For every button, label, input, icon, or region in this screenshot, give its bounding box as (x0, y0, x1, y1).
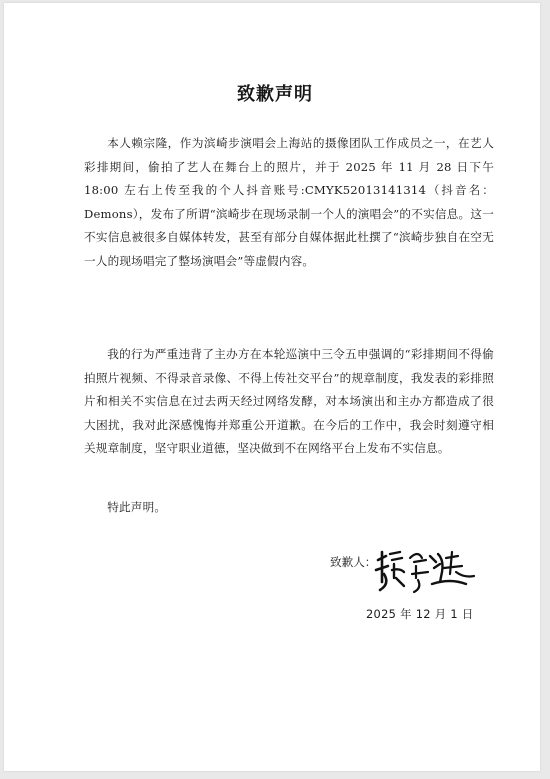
signature-block (330, 538, 490, 598)
paragraph-2: 我的行为严重违背了主办方在本轮巡演中三令五申强调的“彩排期间不得偷拍照片视频、不得录音录像、不得上传社交平台”的规章制度，我发表的彩排照片和相关不实信息在过去两天经过网络发酵，对本场演出和主办方都造成了很大困扰，我对此深感愧悔并郑重公开道歉。在今后的工作中，我会时刻遵守相关规章制度，坚守职业道德，坚决做到不在网络平台上发布不实信息。 (84, 347, 494, 455)
statement-date: 2025 年 12 月 1 日 (366, 607, 474, 621)
paragraph-1: 本人赖宗隆，作为滨崎步演唱会上海站的摄像团队工作成员之一，在艺人彩排期间，偷拍了艺人在舞台上的照片，并于 2025 年 11 月 28 日下午 18:00 左右上传至我的个人抖音账号:CMYK52013141314（抖音名：Demons），发布了所谓“滨崎步在现场录制一个人的演唱会”的不实信息。这一不实信息被很多自媒体转发，甚至有部分自媒体据此杜撰了“滨崎步独自在空无一人的现场唱完了整场演唱会”等虚假内容。 (84, 136, 494, 268)
paragraph-3: 特此声明。 (107, 500, 167, 514)
document-title: 致歉声明 (237, 84, 313, 105)
handwritten-signature (370, 538, 480, 598)
signer-label: 致歉人： (330, 555, 377, 569)
